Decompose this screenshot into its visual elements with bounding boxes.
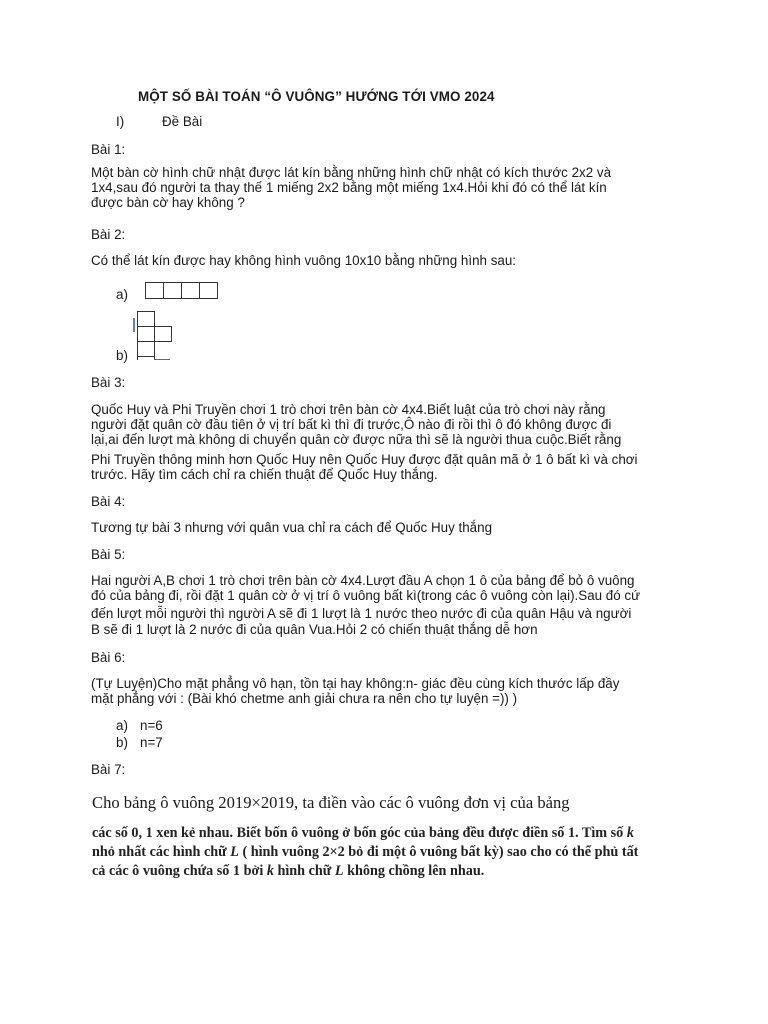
problem-7-body-text: hình chữ xyxy=(273,863,335,879)
math-var-k: k xyxy=(626,825,634,841)
tile-cell xyxy=(163,282,182,299)
page-title: MỘT SỐ BÀI TOÁN “Ô VUÔNG” HƯỚNG TỚI VMO 2024 xyxy=(138,89,495,104)
problem-7-body-line-2 xyxy=(92,843,638,862)
tile-cell xyxy=(199,282,218,299)
problem-4-line-1: Tương tự bài 3 nhưng với quân vua chỉ ra cách để Quốc Huy thắng xyxy=(91,520,493,535)
problem-1-line-3: được bàn cờ hay không ? xyxy=(91,195,245,210)
problem-7-body-text: nhỏ nhất các hình chữ xyxy=(92,844,231,860)
problem-3-line-3: lại,ai đến lượt mà không di chuyển quân cờ được nữa thì sẽ là người thua cuộc.Biết rằng xyxy=(91,432,622,447)
tile-cell xyxy=(154,326,172,342)
problem-7-heading-math: 2019×2019 xyxy=(218,793,295,812)
problem-2-option-b: b) xyxy=(116,348,128,363)
problem-6-option-b-value: n=7 xyxy=(140,735,163,750)
problem-2-line-1: Có thể lát kín được hay không hình vuông 10x10 bằng những hình sau: xyxy=(91,253,517,268)
problem-5-line-3: đến lượt mỗi người thì người A sẽ đi 1 lượt là 1 nước theo nước đi của quân Hậu và người xyxy=(91,606,632,621)
problem-7-body xyxy=(92,824,638,881)
problem-1-label: Bài 1: xyxy=(91,142,126,157)
problem-3-line-4: Phi Truyền thông minh hơn Quốc Huy nên Quốc Huy được đặt quân mã ở 1 ô bất kì và chơi xyxy=(91,452,638,467)
problem-3-line-5: trước. Hãy tìm cách chỉ ra chiến thuật để Quốc Huy thắng. xyxy=(91,467,438,482)
problem-7-body-text: cả các ô vuông chứa số 1 bởi xyxy=(92,863,267,879)
problem-6-line-2: mặt phẳng với : (Bài khó chetme anh giải chưa ra nên cho tự luyện =)) ) xyxy=(91,691,518,706)
problem-6-label: Bài 6: xyxy=(91,650,126,665)
problem-7-body-line-3 xyxy=(92,862,638,881)
tile-cell xyxy=(137,341,155,357)
problem-5-line-4: B sẽ đi 1 lượt là 2 nước đi của quân Vua.Hỏi 2 có chiến thuật thắng dễ hơn xyxy=(91,622,538,637)
problem-7-body-text: các số 0, 1 xen kẻ nhau. Biết bốn ô vuông ở bốn góc của bảng đều được điền số 1. Tìm số xyxy=(92,825,627,841)
problem-3-line-2: người đặt quân cờ đầu tiên ở vị trí bất kì thì đi trước,Ô nào đi rồi thì ô đó không được đi xyxy=(91,417,612,432)
problem-6-option-a-value: n=6 xyxy=(140,718,163,733)
problem-7-body-text: không chồng lên nhau. xyxy=(343,863,485,879)
problem-5-line-1: Hai người A,B chơi 1 trò chơi trên bàn cờ 4x4.Lượt đầu A chọn 1 ô của bảng để bỏ ô vuông xyxy=(91,573,635,588)
problem-4-label: Bài 4: xyxy=(91,494,126,509)
tile-cell xyxy=(137,326,155,342)
math-var-L: L xyxy=(230,844,239,860)
problem-6-option-b-marker: b) xyxy=(116,735,128,750)
problem-7-label: Bài 7: xyxy=(91,762,126,777)
tile-cell xyxy=(181,282,200,299)
problem-6-option-a-marker: a) xyxy=(116,718,128,733)
tile-cell xyxy=(137,356,155,360)
problem-7-heading-part-2: , ta điền vào các ô vuông đơn vị của bảng xyxy=(294,793,570,812)
problem-3-line-1: Quốc Huy và Phi Truyền chơi 1 trò chơi trên bàn cờ 4x4.Biết luật của trò chơi này rằng xyxy=(91,402,606,417)
problem-2-label: Bài 2: xyxy=(91,227,126,242)
math-var-L: L xyxy=(334,863,344,879)
problem-1-line-2: 1x4,sau đó người ta thay thế 1 miếng 2x2 bằng một miếng 1x4.Hỏi khi đó có thể lát kín xyxy=(91,180,607,195)
problem-5-line-2: đó của bảng đi, rồi đặt 1 quân cờ ở vị trí ô vuông bất kì(trong các ô vuông còn lại).Sau đó cứ xyxy=(91,588,641,603)
selection-handle xyxy=(133,318,135,332)
problem-7-body-line-1 xyxy=(92,824,638,843)
problem-3-label: Bài 3: xyxy=(91,375,126,390)
problem-7-heading xyxy=(92,793,570,813)
problem-6-line-1: (Tự Luyện)Cho mặt phẳng vô hạn, tồn tại hay không:n- giác đều cùng kích thước lấp đầy xyxy=(91,676,620,691)
section-number: I) xyxy=(116,114,125,129)
tile-cell xyxy=(137,311,155,327)
math-var-k: k xyxy=(266,863,274,879)
problem-7-body-text: ( hình vuông 2×2 bỏ đi một ô vuông bất kỳ) sao cho có thể phủ tất xyxy=(238,844,639,860)
problem-2-option-a: a) xyxy=(116,287,128,302)
section-label: Đề Bài xyxy=(162,114,203,129)
problem-7-heading-part-1: Cho bảng ô vuông xyxy=(92,793,219,812)
tile-cell xyxy=(145,282,164,299)
problem-1-line-1: Một bàn cờ hình chữ nhật được lát kín bằng những hình chữ nhật có kích thước 2x2 và xyxy=(91,165,612,180)
tile-edge-line xyxy=(154,359,170,360)
problem-5-label: Bài 5: xyxy=(91,547,126,562)
